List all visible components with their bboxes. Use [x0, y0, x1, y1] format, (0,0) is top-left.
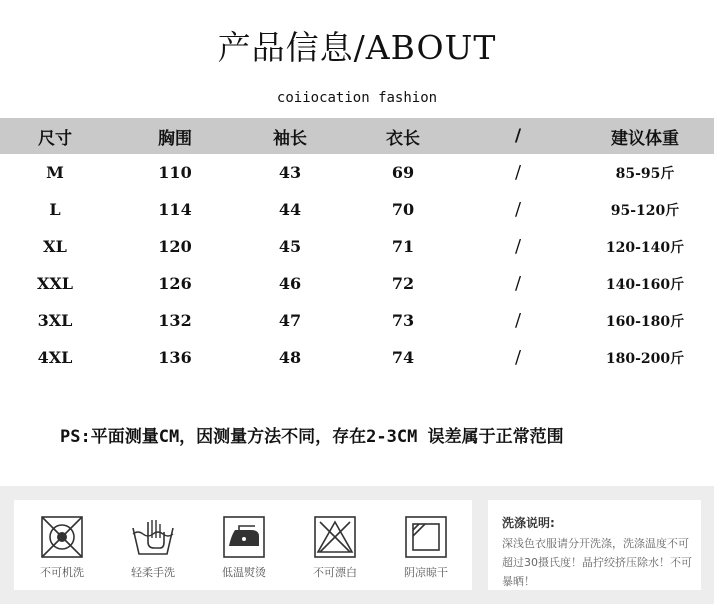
no-bleach-icon [312, 514, 358, 560]
brand-subtitle: coiiocation fashion [276, 90, 438, 106]
care-label: 不可漂白 [313, 566, 357, 579]
cell-weight: 180-200斤 [605, 350, 685, 367]
cell-slash: / [514, 273, 522, 294]
cell-chest: 114 [158, 200, 192, 219]
page-title: 产品信息/ABOUT [217, 28, 497, 67]
cell-weight: 140-160斤 [605, 276, 685, 293]
cell-size: XXL [36, 274, 74, 293]
care-label: 轻柔手洗 [131, 566, 175, 579]
cell-size: XL [43, 237, 67, 256]
header-size: 尺寸 [38, 128, 72, 149]
care-item-no-bleach [297, 500, 373, 590]
cell-chest: 132 [158, 311, 192, 330]
cell-weight: 120-140斤 [605, 239, 685, 256]
size-table [0, 118, 714, 376]
cell-sleeve: 47 [278, 311, 302, 330]
cell-size: M [46, 163, 64, 182]
cell-sleeve: 44 [278, 200, 302, 219]
shade-dry-icon [403, 514, 449, 560]
header-chest: 胸围 [158, 128, 192, 149]
cell-length: 69 [391, 163, 415, 182]
table-row [0, 154, 714, 191]
care-item-shade-dry [388, 500, 464, 590]
table-row [0, 191, 714, 228]
cell-weight: 95-120斤 [610, 202, 680, 219]
no-machine-wash-icon [39, 514, 85, 560]
cell-length: 70 [391, 200, 415, 219]
cell-size: L [49, 200, 61, 219]
table-row [0, 302, 714, 339]
care-item-low-iron [206, 500, 282, 590]
hand-wash-icon [130, 514, 176, 560]
cell-slash: / [514, 310, 522, 331]
header-slash: / [514, 126, 522, 146]
wash-title: 洗涤说明: [502, 516, 555, 530]
care-item-hand-wash [115, 500, 191, 590]
wash-instructions-panel [488, 500, 701, 590]
header-length: 衣长 [386, 128, 420, 149]
care-item-no-machine-wash [24, 500, 100, 590]
cell-size: 3XL [37, 311, 73, 330]
cell-length: 73 [391, 311, 415, 330]
cell-sleeve: 45 [278, 237, 302, 256]
table-row [0, 228, 714, 265]
table-header-row [0, 118, 714, 154]
cell-length: 71 [391, 237, 415, 256]
cell-size: 4XL [37, 348, 73, 367]
cell-length: 74 [391, 348, 415, 367]
cell-length: 72 [391, 274, 415, 293]
header-sleeve: 袖长 [273, 128, 307, 149]
cell-chest: 136 [158, 348, 192, 367]
care-label: 阴凉晾干 [404, 566, 448, 579]
cell-sleeve: 48 [278, 348, 302, 367]
cell-chest: 110 [158, 163, 192, 182]
table-row [0, 339, 714, 376]
care-icons-panel [14, 500, 472, 590]
care-section [0, 486, 714, 604]
cell-slash: / [514, 162, 522, 183]
care-label: 低温熨烫 [222, 566, 266, 579]
wash-text: 深浅色衣服请分开洗涤，洗涤温度不可超过30摄氏度！晶拧绞挤压除水！不可暴晒！ [502, 537, 692, 588]
table-row [0, 265, 714, 302]
cell-weight: 160-180斤 [605, 313, 685, 330]
cell-slash: / [514, 199, 522, 220]
cell-sleeve: 46 [278, 274, 302, 293]
low-iron-icon [221, 514, 267, 560]
cell-chest: 120 [158, 237, 192, 256]
cell-slash: / [514, 347, 522, 368]
cell-chest: 126 [158, 274, 192, 293]
care-label: 不可机洗 [40, 566, 84, 579]
measurement-note: PS:平面测量CM，因测量方法不同，存在2-3CM 误差属于正常范围 [60, 427, 564, 447]
header-weight: 建议体重 [611, 128, 679, 149]
cell-weight: 85-95斤 [615, 165, 675, 182]
cell-sleeve: 43 [278, 163, 302, 182]
cell-slash: / [514, 236, 522, 257]
